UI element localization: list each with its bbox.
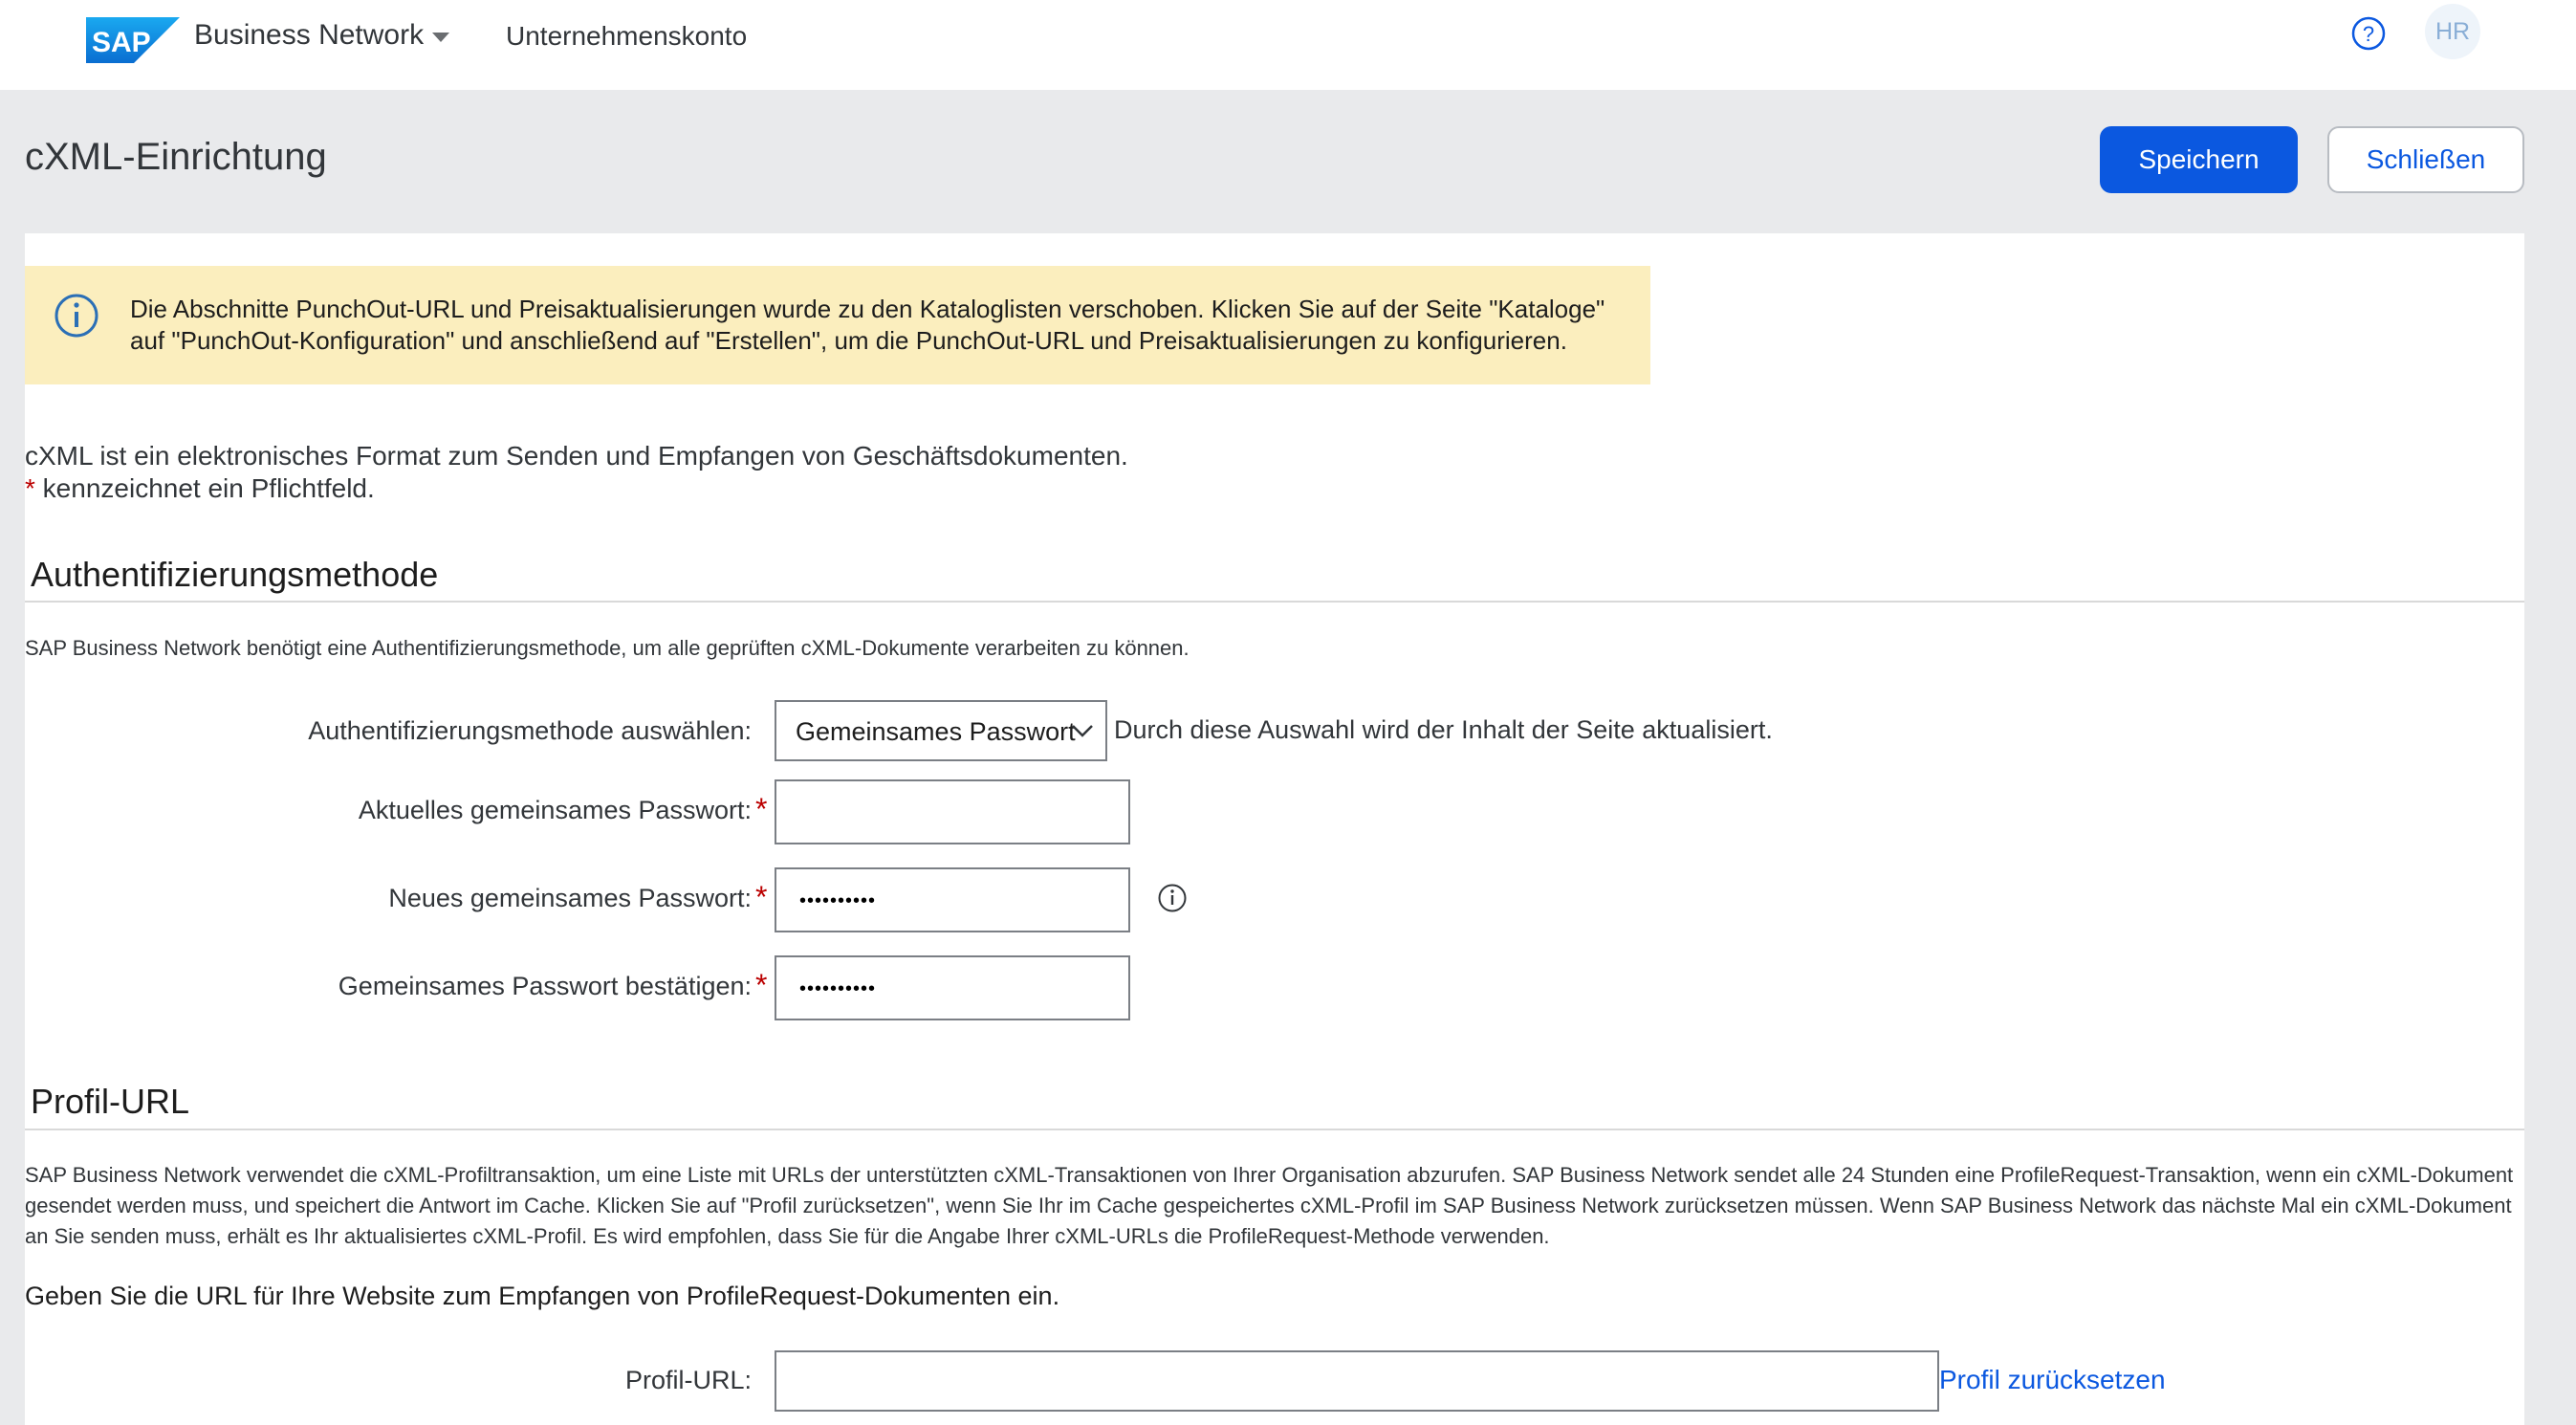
svg-text:SAP: SAP (92, 27, 151, 58)
profile-url-label: Profil-URL: (624, 1366, 752, 1394)
auth-method-label: Authentifizierungsmethode auswählen: (308, 716, 752, 745)
confirm-password-field[interactable] (775, 955, 1130, 1020)
chevron-down-icon[interactable] (430, 31, 451, 44)
section-title-profile-url: Profil-URL (31, 1082, 190, 1121)
profile-description: SAP Business Network verwendet die cXML-Profiltransaktion, um eine Liste mit URLs der unterstützten cXML-Transaktionen von Ihrer Organisation abzurufen. SAP Business Network sendet alle 24 Stunden eine ProfileRequest-Transaktion, wenn ein cXML-Dokument gesendet werden muss, und speichert die Antwort im Cache. Klicken Sie auf "Profil zurücksetzen", wenn Sie Ihr im Cache gespeichertes cXML-Profil im SAP Business Network zurücksetzen müssen. Wenn SAP Business Network das nächste Mal ein cXML-Dokument an Sie senden muss, erhält es Ihr aktualisiertes cXML-Profil. Es wird empfohlen, dass Sie für die Angabe Ihrer cXML-URLs die ProfileRequest-Methode verwenden. (25, 1163, 2514, 1248)
chevron-down-icon (1071, 723, 1094, 738)
page-title: cXML-Einrichtung (25, 136, 327, 178)
required-marker: * (755, 880, 768, 914)
info-icon (54, 293, 99, 339)
svg-text:?: ? (2362, 22, 2375, 46)
profile-instruction: Geben Sie die URL für Ihre Website zum Empfangen von ProfileRequest-Dokumenten ein. (25, 1282, 1060, 1310)
sap-logo[interactable] (86, 17, 180, 63)
required-marker: * (755, 792, 768, 826)
intro-line-1: cXML ist ein elektronisches Format zum Senden und Empfangen von Geschäftsdokumenten. (25, 441, 1128, 471)
section-title-authentication: Authentifizierungsmethode (31, 555, 439, 594)
required-legend: kennzeichnet ein Pflichtfeld. (34, 473, 375, 503)
help-icon[interactable] (2350, 15, 2387, 52)
current-password-field[interactable] (775, 779, 1130, 844)
info-icon[interactable] (1157, 883, 1188, 913)
close-button[interactable]: Schließen (2327, 126, 2524, 193)
required-marker: * (755, 968, 768, 1002)
intro-line-2 (25, 472, 1128, 505)
confirm-password-value: •••••••••• (799, 978, 877, 999)
product-name[interactable]: Business Network (194, 19, 425, 51)
avatar[interactable]: HR (2425, 4, 2480, 59)
reset-profile-link[interactable]: Profil zurücksetzen (1939, 1365, 2166, 1394)
section-divider (25, 601, 2524, 603)
required-marker: * (25, 473, 35, 503)
new-password-label: Neues gemeinsames Passwort: (388, 884, 752, 912)
auth-method-select[interactable] (775, 700, 1107, 761)
info-banner-text: Die Abschnitte PunchOut-URL und Preisaktualisierungen wurde zu den Kataloglisten verschoben. Klicken Sie auf der Seite "Kataloge" auf "PunchOut-Konfiguration" und anschließend auf "Erstellen", um die PunchOut-URL und Preisaktualisierungen zu konfigurieren. (130, 295, 1605, 355)
new-password-value: •••••••••• (799, 890, 877, 911)
current-password-label: Aktuelles gemeinsames Passwort: (358, 796, 752, 824)
nav-company-account[interactable]: Unternehmenskonto (506, 21, 748, 51)
confirm-password-label: Gemeinsames Passwort bestätigen: (338, 972, 752, 1000)
section-divider (25, 1129, 2524, 1130)
auth-method-value: Gemeinsames Passwort (796, 717, 1076, 746)
shell-bar (0, 0, 2576, 90)
profile-url-field[interactable] (775, 1350, 1939, 1412)
save-button[interactable]: Speichern (2100, 126, 2298, 193)
auth-description: SAP Business Network benötigt eine Authentifizierungsmethode, um alle geprüften cXML-Dokumente verarbeiten zu können. (25, 636, 1190, 660)
new-password-field[interactable] (775, 867, 1130, 932)
intro-text (25, 440, 1128, 505)
auth-method-note: Durch diese Auswahl wird der Inhalt der Seite aktualisiert. (1114, 715, 1773, 744)
